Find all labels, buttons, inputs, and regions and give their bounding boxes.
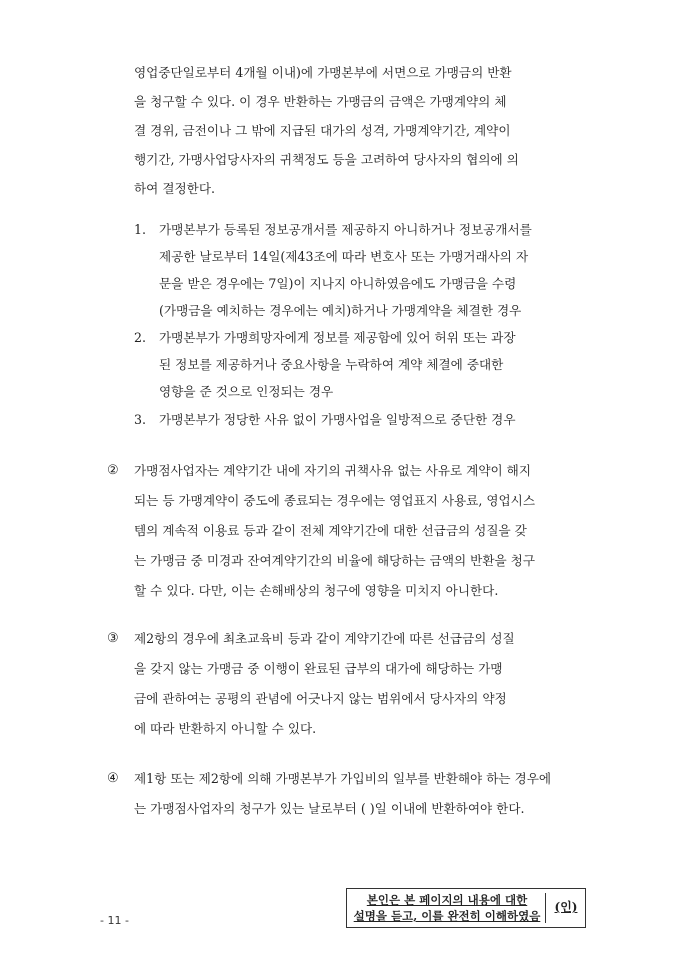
list-number: 2.: [134, 330, 147, 345]
paragraph-marker: ③: [107, 631, 119, 646]
paragraph-marker: ②: [107, 463, 119, 478]
page-number: - 11 -: [100, 914, 129, 927]
list-number: 1.: [134, 222, 147, 237]
confirmation-line-1: 본인은 본 페이지의 내용에 대한: [366, 893, 528, 907]
list-item-line: 된 정보를 제공하거나 중요사항을 누락하여 계약 체결에 중대한: [159, 357, 504, 372]
paragraph-line: 가맹점사업자는 계약기간 내에 자기의 귀책사유 없는 사유로 계약이 해지: [134, 463, 531, 478]
paragraph-line: 을 갖지 않는 가맹금 중 이행이 완료된 급부의 대가에 해당하는 가맹: [134, 661, 503, 676]
confirmation-box: [346, 888, 586, 928]
paragraph-line: 템의 계속적 이용료 등과 같이 전체 계약기간에 대한 선급금의 성질을 갖: [134, 523, 527, 538]
list-item-line: 영향을 준 것으로 인정되는 경우: [159, 384, 334, 399]
intro-line: 하여 결정한다.: [134, 181, 215, 196]
list-number: 3.: [134, 412, 147, 427]
list-item-line: 가맹본부가 정당한 사유 없이 가맹사업을 일방적으로 중단한 경우: [159, 412, 516, 427]
paragraph-line: 할 수 있다. 다만, 이는 손해배상의 청구에 영향을 미치지 아니한다.: [134, 583, 499, 598]
list-item-line: 제공한 날로부터 14일(제43조에 따라 변호사 또는 가맹거래사의 자: [159, 249, 529, 264]
intro-line: 결 경위, 금전이나 그 밖에 지급된 대가의 성격, 가맹계약기간, 계약이: [134, 123, 511, 138]
intro-line: 을 청구할 수 있다. 이 경우 반환하는 가맹금의 금액은 가맹계약의 체: [134, 94, 507, 109]
list-item-line: (가맹금을 예치하는 경우에는 예치)하거나 가맹계약을 체결한 경우: [159, 303, 522, 318]
confirmation-divider: [545, 893, 546, 923]
seal-mark[interactable]: (인): [554, 900, 578, 914]
list-item-line: 문을 받은 경우에는 7일)이 지나지 아니하였음에도 가맹금을 수령: [159, 276, 517, 291]
paragraph-line: 되는 등 가맹계약이 중도에 종료되는 경우에는 영업표지 사용료, 영업시스: [134, 493, 535, 508]
list-item-line: 가맹본부가 등록된 정보공개서를 제공하지 아니하거나 정보공개서를: [159, 222, 532, 237]
paragraph-line: 제1항 또는 제2항에 의해 가맹본부가 가입비의 일부를 반환해야 하는 경우에: [134, 771, 552, 786]
intro-line: 행기간, 가맹사업당사자의 귀책정도 등을 고려하여 당사자의 협의에 의: [134, 152, 519, 167]
paragraph-line: 금에 관하여는 공평의 관념에 어긋나지 않는 범위에서 당사자의 약정: [134, 691, 507, 706]
confirmation-line-2: 설명을 듣고, 이를 완전히 이해하였음: [353, 909, 541, 923]
paragraph-line: 에 따라 반환하지 아니할 수 있다.: [134, 721, 317, 736]
paragraph-line: 제2항의 경우에 최초교육비 등과 같이 계약기간에 따른 선급금의 성질: [134, 631, 515, 646]
paragraph-line: 는 가맹금 중 미경과 잔여계약기간의 비율에 해당하는 금액의 반환을 청구: [134, 553, 535, 568]
confirmation-statement: [353, 892, 541, 924]
paragraph-line: 는 가맹점사업자의 청구가 있는 날로부터 ( )일 이내에 반환하여야 한다.: [134, 801, 525, 816]
intro-line: 영업중단일로부터 4개월 이내)에 가맹본부에 서면으로 가맹금의 반환: [134, 65, 512, 80]
paragraph-marker: ④: [107, 771, 119, 786]
list-item-line: 가맹본부가 가맹희망자에게 정보를 제공함에 있어 허위 또는 과장: [159, 330, 516, 345]
